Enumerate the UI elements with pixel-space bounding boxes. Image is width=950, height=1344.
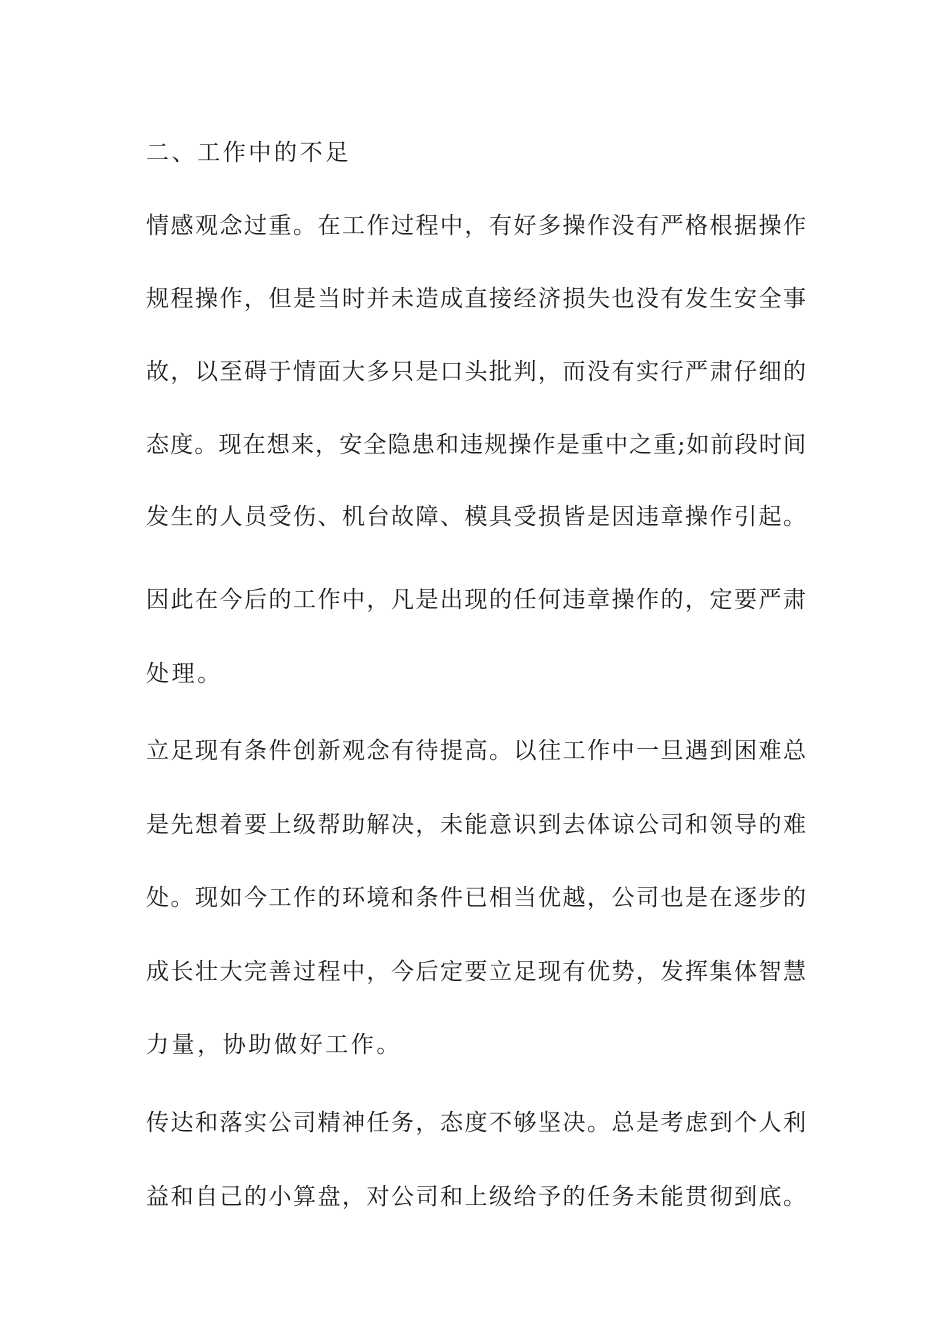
paragraph-line: 处理。 xyxy=(146,661,223,687)
paragraph-line: 因此在今后的工作中，凡是出现的任何违章操作的，定要严肃 xyxy=(146,587,806,613)
section-heading: 二、工作中的不足 xyxy=(146,140,351,166)
paragraph-line: 态度。现在想来，安全隐患和违规操作是重中之重;如前段时间 xyxy=(146,432,806,458)
paragraph-line: 立足现有条件创新观念有待提高。以往工作中一旦遇到困难总 xyxy=(146,738,806,764)
paragraph-line: 处。现如今工作的环境和条件已相当优越，公司也是在逐步的 xyxy=(146,885,806,911)
paragraph-line: 故，以至碍于情面大多只是口头批判，而没有实行严肃仔细的 xyxy=(146,359,806,385)
paragraph-line: 情感观念过重。在工作过程中，有好多操作没有严格根据操作 xyxy=(146,213,806,239)
paragraph-line: 力量，协助做好工作。 xyxy=(146,1032,402,1058)
paragraph-line: 成长壮大完善过程中，今后定要立足现有优势，发挥集体智慧 xyxy=(146,959,806,985)
paragraph-line: 规程操作，但是当时并未造成直接经济损失也没有发生安全事 xyxy=(146,286,806,312)
paragraph-line: 发生的人员受伤、机台故障、模具受损皆是因违章操作引起。 xyxy=(146,504,806,530)
paragraph-line: 传达和落实公司精神任务，态度不够坚决。总是考虑到个人利 xyxy=(146,1110,806,1136)
paragraph-line: 益和自己的小算盘，对公司和上级给予的任务未能贯彻到底。 xyxy=(146,1184,806,1210)
paragraph-line: 是先想着要上级帮助解决，未能意识到去体谅公司和领导的难 xyxy=(146,812,806,838)
